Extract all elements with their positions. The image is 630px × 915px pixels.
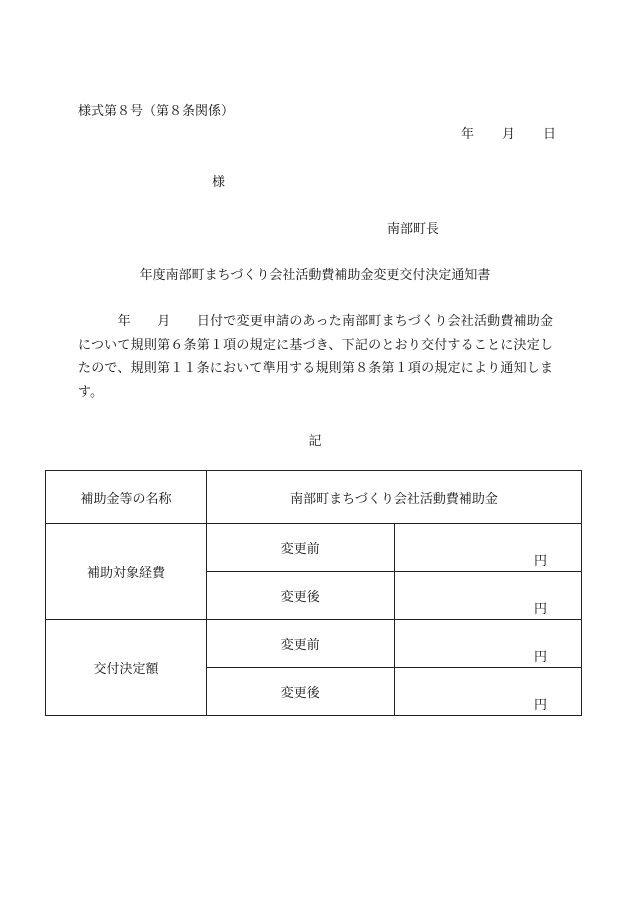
- row-label-cell: 変更後: [207, 668, 395, 716]
- row-label-cell: 変更前: [207, 620, 395, 668]
- recipient: 様: [212, 175, 226, 190]
- row-label-cell: 変更前: [207, 524, 395, 572]
- name-label-cell: 補助金等の名称: [46, 471, 207, 524]
- issuer: 南部町長: [387, 222, 440, 237]
- body-text: 年 月 日付で変更申請のあった南部町まちづくり会社活動費補助金について規則第６条第１項の規定に基づき、下記のとおり交付することに決定したので、規則第１１条において準用する規則第８条第１項の規定により通知します。: [78, 314, 553, 400]
- table-row: [46, 620, 582, 668]
- document-title: 年度南部町まちづくり会社活動費補助金変更交付決定通知書: [139, 268, 491, 283]
- ki-heading: 記: [308, 434, 322, 449]
- amount-cell: [394, 668, 582, 716]
- amount-cell: [394, 572, 582, 620]
- form-number: 様式第８号（第８条関係）: [78, 104, 235, 119]
- unit-label: 円: [533, 554, 547, 569]
- unit-label: 円: [533, 698, 547, 713]
- date-day: 日: [543, 127, 557, 142]
- table-row: [46, 524, 582, 572]
- unit-label: 円: [533, 602, 547, 617]
- section-label-cell: 補助対象経費: [46, 524, 207, 620]
- name-value-cell: 南部町まちづくり会社活動費補助金: [207, 471, 582, 524]
- table-row: [46, 471, 582, 524]
- date-year: 年: [461, 127, 475, 142]
- date-line: [461, 123, 556, 142]
- unit-label: 円: [533, 650, 547, 665]
- section-label-cell: 交付決定額: [46, 620, 207, 716]
- subsidy-table: [45, 470, 582, 716]
- date-month: 月: [502, 127, 516, 142]
- row-label-cell: 変更後: [207, 572, 395, 620]
- amount-cell: [394, 620, 582, 668]
- amount-cell: [394, 524, 582, 572]
